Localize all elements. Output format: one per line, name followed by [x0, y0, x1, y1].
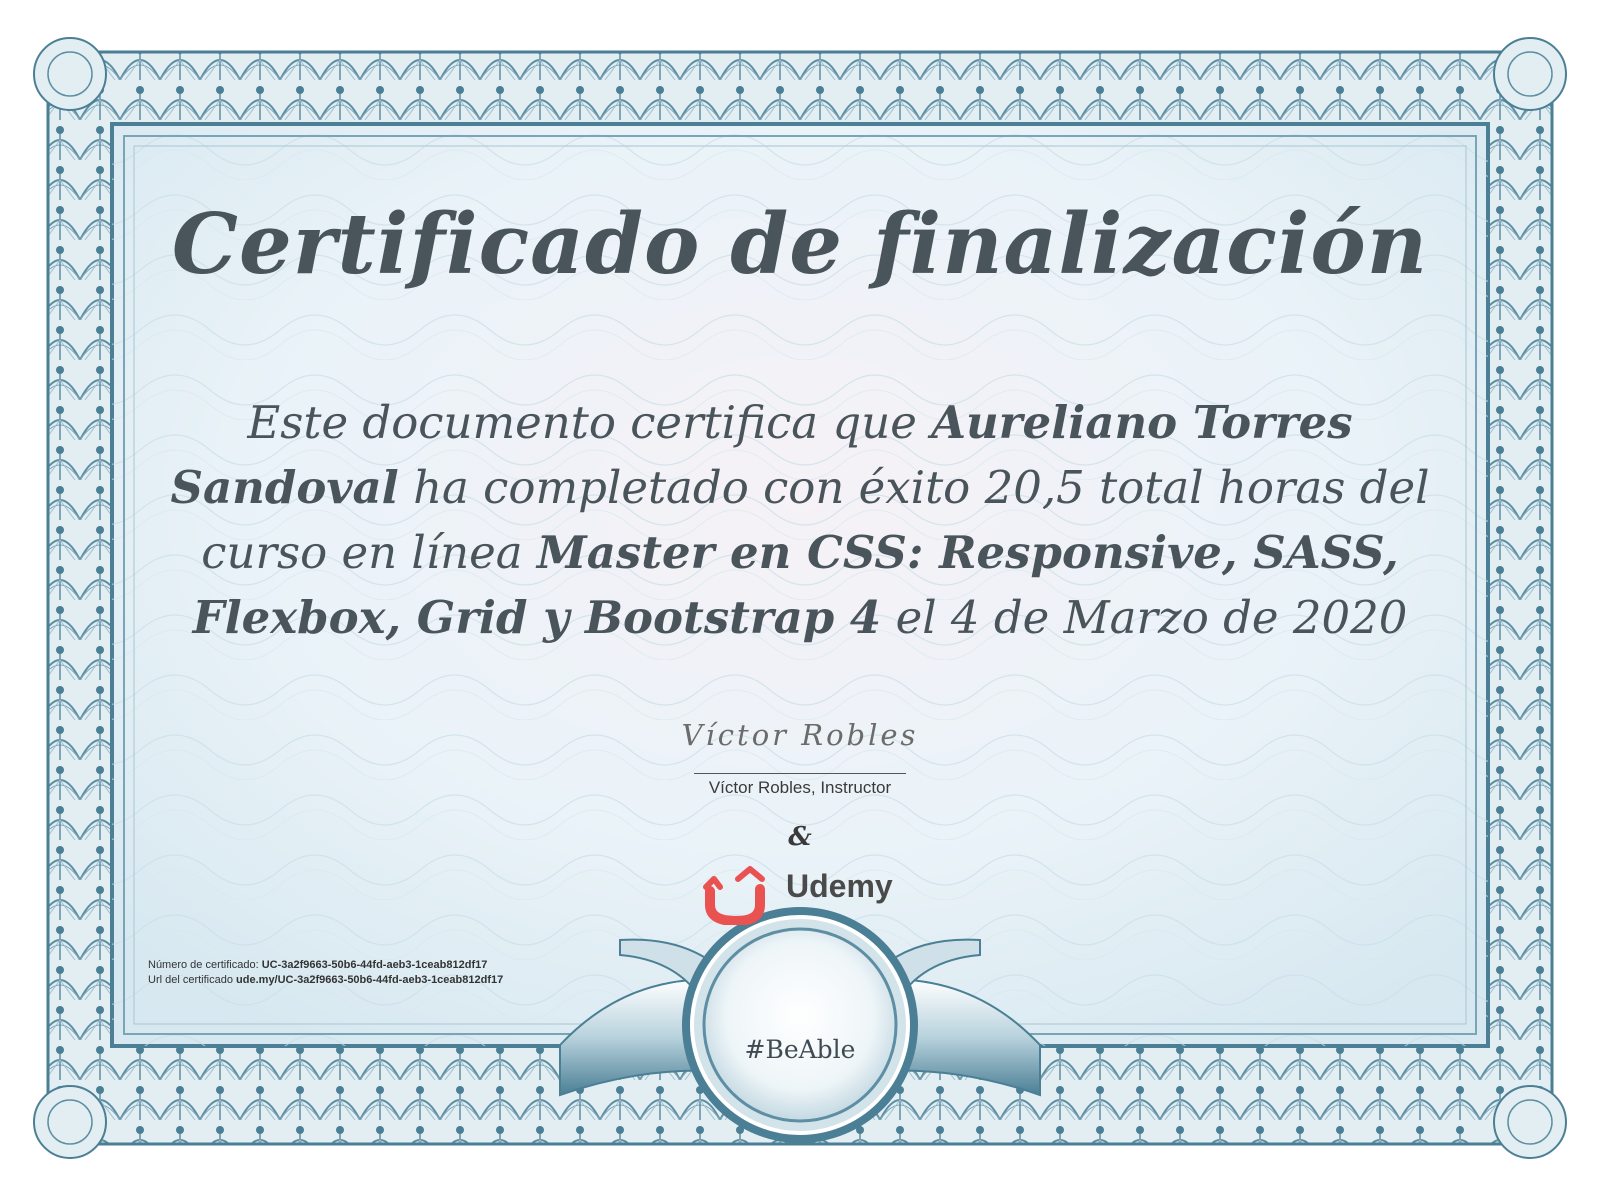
completion-date: el 4 de Marzo de 2020 — [895, 591, 1408, 644]
udemy-wordmark: Udemy — [786, 868, 893, 904]
certificate-title: Certificado de finalización — [171, 195, 1429, 293]
seal-medallion — [682, 907, 918, 1143]
completed-text: ha completado con éxito — [413, 461, 971, 514]
recipient-name: Aureliano Torres Sandoval — [170, 396, 1353, 514]
hours-text: total horas del curso en línea — [201, 461, 1430, 579]
certificate-number-row — [148, 958, 503, 973]
certificate-number: UC-3a2f9663-50b6-44fd-aeb3-1ceab812df17 — [261, 959, 488, 971]
certificate-url-label: Url del certificado — [148, 974, 233, 986]
certificate-url[interactable]: ude.my/UC-3a2f9663-50b6-44fd-aeb3-1ceab812df17 — [236, 974, 504, 986]
seal-hashtag: #BeAble — [744, 1035, 856, 1064]
signature-caption: Víctor Robles, Instructor — [708, 778, 892, 797]
instructor-signature: Víctor Robles — [681, 718, 919, 752]
ampersand: & — [788, 822, 812, 852]
course-hours: 20,5 — [984, 461, 1085, 514]
certificate-url-row — [148, 973, 503, 988]
intro-text: Este documento certifica que — [247, 396, 917, 449]
certificate-metadata — [148, 958, 503, 988]
certificate-number-label: Número de certificado: — [148, 959, 259, 971]
course-name: Master en CSS: Responsive, SASS, Flexbox, Grid y Bootstrap 4 — [192, 526, 1399, 644]
signature-line — [694, 773, 906, 774]
certificate-statement — [160, 390, 1440, 650]
